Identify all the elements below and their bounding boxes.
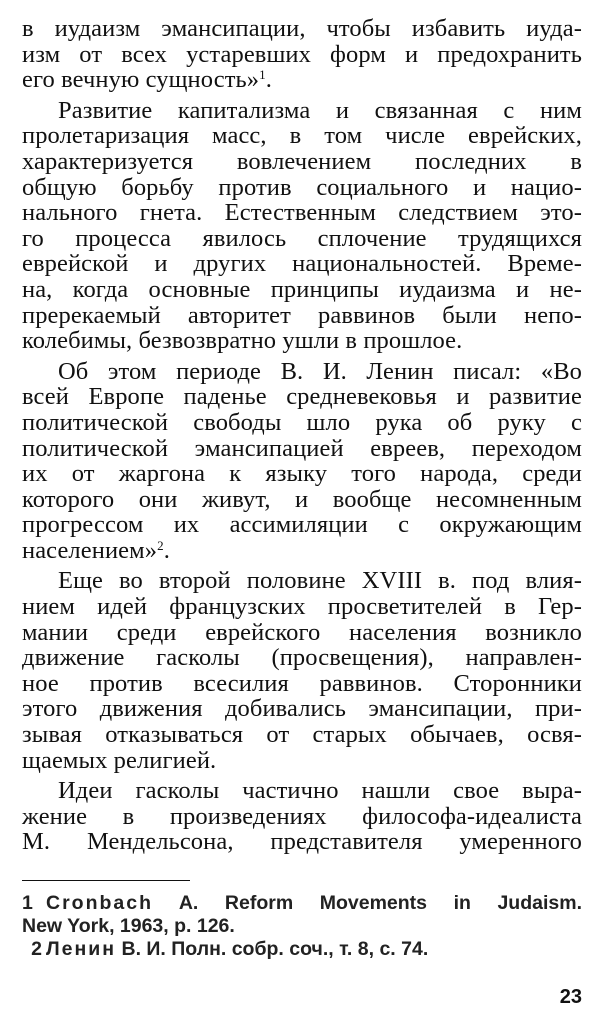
text-line: мании среди еврейского населения возникло bbox=[22, 618, 582, 646]
text-line: ное против всесилия раввинов. Сторонники bbox=[22, 669, 582, 697]
footnote-ref: 2 bbox=[157, 537, 164, 553]
footnote-citation: В. И. Полн. собр. соч., т. 8, с. 74. bbox=[116, 938, 429, 960]
text-line: населением»$^2$. bbox=[22, 536, 170, 564]
paragraph-5 bbox=[22, 778, 582, 855]
text-line: еврейской и других национальностей. Време- bbox=[22, 250, 582, 278]
paragraph-1 bbox=[22, 16, 582, 93]
text-line: общую борьбу против социального и нацио- bbox=[22, 173, 582, 201]
text-line: Об этом периоде В. И. Ленин писал: «Во bbox=[58, 357, 582, 385]
footnote-1 bbox=[22, 892, 582, 915]
text-line: колебимы, безвозвратно ушли в прошлое. bbox=[22, 327, 463, 355]
text-line: политической эмансипацией евреев, переходом bbox=[22, 434, 582, 462]
text-line: этого движения добивались эмансипации, при- bbox=[22, 695, 582, 723]
footnote-1-continuation: New York, 1963, p. 126. bbox=[22, 915, 235, 937]
text-line: прогрессом их ассимиляции с окружающим bbox=[22, 511, 582, 539]
footnote-author: Ленин bbox=[46, 938, 117, 960]
footnote-citation: A. Reform Movements in Judaism. bbox=[153, 892, 582, 914]
text-line: изм от всех устаревших форм и предохранить bbox=[22, 40, 582, 68]
text-line: щаемых религией. bbox=[22, 746, 217, 774]
footnote-mark: 2 bbox=[31, 938, 42, 960]
footnote-ref: 1 bbox=[259, 67, 266, 83]
text-line: всей Европе паденье средневековья и развитие bbox=[22, 383, 582, 411]
text-line: их от жаргона к языку того народа, среди bbox=[22, 460, 582, 488]
text-line: нием идей французских просветителей в Гер- bbox=[22, 593, 582, 621]
text-line: Развитие капитализма и связанная с ним bbox=[58, 96, 582, 124]
paragraph-4 bbox=[22, 568, 582, 773]
paragraph-3 bbox=[22, 359, 582, 564]
text-line: жение в произведениях философа-идеалиста bbox=[22, 802, 582, 830]
main-text bbox=[22, 16, 582, 855]
footnote-2 bbox=[22, 938, 582, 961]
footnote-mark: 1 bbox=[22, 892, 33, 914]
text-line: нального гнета. Естественным следствием это- bbox=[22, 199, 582, 227]
text-line: которого они живут, и вообще несомненным bbox=[22, 485, 582, 513]
text-line: его вечную сущность»$^1$. bbox=[22, 66, 272, 94]
paragraph-2 bbox=[22, 98, 582, 354]
text-line: в иудаизм эмансипации, чтобы избавить иуда- bbox=[22, 15, 582, 42]
text-line: на, когда основные принципы иудаизма и не- bbox=[22, 275, 582, 303]
text-line: политической свободы шло рука об руку с bbox=[22, 408, 582, 436]
text-line: Еще во второй половине XVIII в. под влия- bbox=[58, 567, 582, 595]
text-line: Идеи гасколы частично нашли свое выра- bbox=[58, 777, 582, 805]
footnote-divider bbox=[22, 880, 190, 881]
text-line: М. Мендельсона, представителя умеренного bbox=[22, 828, 582, 856]
text-line: характеризуется вовлечением последних в bbox=[22, 147, 582, 175]
footnote-author: Cronbach bbox=[46, 892, 154, 914]
page-number: 23 bbox=[559, 986, 582, 1008]
footnotes bbox=[22, 892, 582, 961]
text-line: движение гасколы (просвещения), направлен- bbox=[22, 644, 582, 672]
text-line: го процесса явилось сплочение трудящихся bbox=[22, 224, 582, 252]
text-line-content: населением» bbox=[22, 536, 158, 564]
text-line: зывая отказываться от старых обычаев, освя- bbox=[22, 721, 582, 749]
text-line: пререкаемый авторитет раввинов были непо- bbox=[22, 301, 582, 329]
text-line: пролетаризация масс, в том числе еврейских, bbox=[22, 122, 582, 150]
text-line-content: его вечную сущность» bbox=[22, 66, 260, 94]
